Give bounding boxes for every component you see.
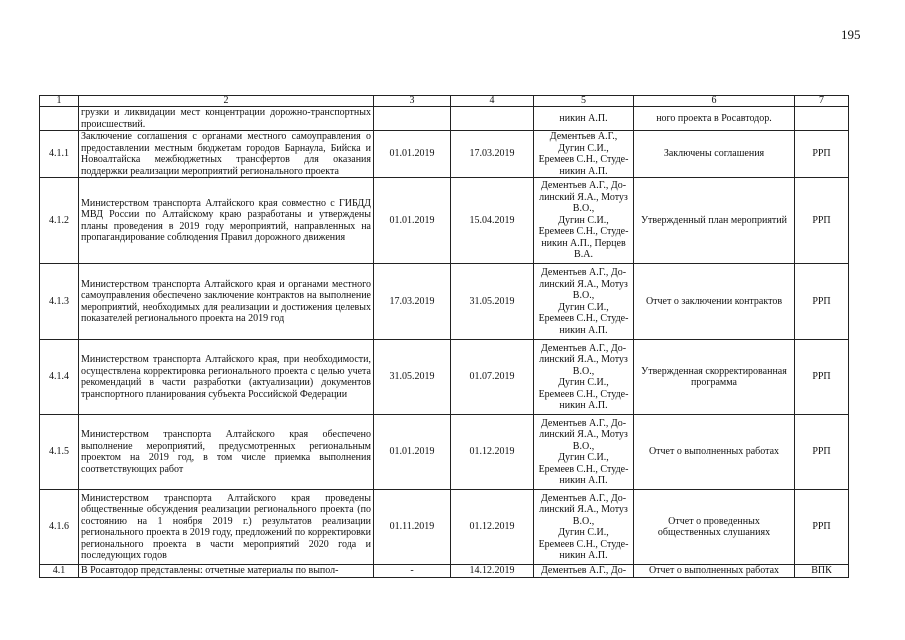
responsible-line: Дугин С.И.,: [558, 527, 609, 538]
responsible-persons: [534, 415, 634, 490]
event-description: В Росавтодор представлены: отчетные материалы по выпол-: [79, 565, 374, 578]
responsible-line: В.А.: [574, 249, 593, 261]
end-date: 01.12.2019: [451, 415, 534, 490]
responsible-line: Еремеев С.Н., Студе-: [538, 388, 629, 400]
result-document: Утвержденный план мероприятий: [634, 178, 795, 264]
start-date: [374, 107, 451, 131]
row-number: 4.1.5: [40, 415, 79, 490]
table-row: [40, 565, 849, 578]
responsible-persons: [534, 264, 634, 340]
responsible-line: Еремеев С.Н., Студе-: [538, 313, 629, 324]
end-date: 14.12.2019: [451, 565, 534, 578]
row-number: [40, 107, 79, 131]
event-description: Министерством транспорта Алтайского края обеспечено выполнение мероприятий, предусмотренных региональным проектом на 2019 год, в том числе приемка выполнения соответствующих работ: [79, 415, 374, 490]
table-row: [40, 415, 849, 490]
end-date: 15.04.2019: [451, 178, 534, 264]
end-date: 01.07.2019: [451, 340, 534, 415]
end-date: 01.12.2019: [451, 490, 534, 565]
responsible-line: Еремеев С.Н., Студе-: [538, 226, 629, 238]
start-date: 01.01.2019: [374, 415, 451, 490]
column-header: 1: [40, 96, 79, 107]
document-type: РРП: [795, 415, 849, 490]
row-number: 4.1.6: [40, 490, 79, 565]
responsible-line: В.О.,: [572, 515, 595, 527]
responsible-line: Дугин С.И.,: [558, 452, 609, 463]
column-header: 6: [634, 96, 795, 107]
column-header: 3: [374, 96, 451, 107]
responsible-line: никин А.П.: [559, 165, 608, 177]
end-date: 17.03.2019: [451, 131, 534, 178]
page-number: 195: [841, 27, 861, 42]
document-type: РРП: [795, 490, 849, 565]
event-description: Заключение соглашения с органами местного самоуправления о предоставлении местным бюджетам городов Барнаула, Бийска и Новоалтайска межбюджетных трансфертов для оказания поддержки реализации мероприятий регионального проекта: [79, 131, 374, 178]
table-row: [40, 490, 849, 565]
row-number: 4.1.1: [40, 131, 79, 178]
result-document: Отчет о выполненных работах: [634, 415, 795, 490]
table-row: [40, 264, 849, 340]
responsible-persons: [534, 107, 634, 131]
responsible-line: линский Я.А., Мотуз: [539, 504, 628, 515]
responsible-persons: [534, 565, 634, 578]
end-date: 31.05.2019: [451, 264, 534, 340]
start-date: 01.11.2019: [374, 490, 451, 565]
row-number: 4.1.4: [40, 340, 79, 415]
responsible-line: никин А.П., Перцев: [541, 237, 626, 249]
table-row: [40, 340, 849, 415]
row-number: 4.1.2: [40, 178, 79, 264]
start-date: -: [374, 565, 451, 578]
responsible-line: Дементьев А.Г., До-: [540, 565, 627, 576]
responsible-line: линский Я.А., Мотуз: [539, 354, 628, 365]
event-description: грузки и ликвидации мест концентрации дорожно-транспортных происшествий.: [79, 107, 374, 131]
document-type: РРП: [795, 340, 849, 415]
column-header: 7: [795, 96, 849, 107]
responsible-persons: [534, 340, 634, 415]
start-date: 01.01.2019: [374, 131, 451, 178]
responsible-line: Дугин С.И.,: [558, 214, 609, 226]
responsible-line: никин А.П.: [559, 112, 608, 124]
event-description: Министерством транспорта Алтайского края, при необходимости, осуществлена корректировка регионального проекта с целью учета рекомендаций в части разработки (актуализации) документов транспортного планирования субъекта Российской Федерации: [79, 340, 374, 415]
result-document: Утвержденная скорректированная программа: [634, 340, 795, 415]
result-document: Отчет о заключении контрактов: [634, 264, 795, 340]
column-header: 4: [451, 96, 534, 107]
table-row: [40, 107, 849, 131]
result-document: Отчет о выполненных работах: [634, 565, 795, 578]
responsible-persons: [534, 178, 634, 264]
responsible-line: линский Я.А., Мотуз: [539, 429, 628, 440]
responsible-line: линский Я.А., Мотуз: [539, 191, 628, 203]
responsible-line: Дугин С.И.,: [558, 142, 609, 154]
responsible-line: В.О.,: [572, 365, 595, 377]
document-type: РРП: [795, 131, 849, 178]
document-type: [795, 107, 849, 131]
responsible-line: Дементьев А.Г., До-: [540, 267, 627, 278]
responsible-line: В.О.,: [572, 203, 595, 215]
responsible-line: Еремеев С.Н., Студе-: [538, 538, 629, 550]
table-row: [40, 131, 849, 178]
responsible-line: Дементьев А.Г., До-: [540, 417, 627, 429]
table-row: [40, 178, 849, 264]
event-description: Министерством транспорта Алтайского края и органами местного самоуправления обеспечено заключение контрактов на выполнение мероприятий, необходимых для реализации и достижения целевых показателей регионального проекта на 2019 год: [79, 264, 374, 340]
column-header: 2: [79, 96, 374, 107]
result-document: ного проекта в Росавтодор.: [634, 107, 795, 131]
event-description: Министерством транспорта Алтайского края совместно с ГИБДД МВД России по Алтайскому краю разработаны и утверждены планы проведения в 2019 году мероприятий, направленных на пропагандирование соблюдения Правил дорожного движения: [79, 178, 374, 264]
plan-table: [39, 95, 849, 578]
responsible-persons: [534, 490, 634, 565]
responsible-line: Еремеев С.Н., Студе-: [538, 463, 629, 475]
responsible-line: В.О.,: [572, 290, 595, 301]
responsible-line: Еремеев С.Н., Студе-: [538, 154, 629, 165]
responsible-line: Дементьев А.Г., До-: [540, 492, 627, 504]
responsible-line: никин А.П.: [559, 475, 608, 486]
result-document: Отчет о проведенных общественных слушаниях: [634, 490, 795, 565]
end-date: [451, 107, 534, 131]
responsible-line: никин А.П.: [559, 400, 608, 411]
start-date: 17.03.2019: [374, 264, 451, 340]
responsible-persons: [534, 131, 634, 178]
document-type: РРП: [795, 178, 849, 264]
column-header: 5: [534, 96, 634, 107]
row-number: 4.1: [40, 565, 79, 578]
event-description: Министерством транспорта Алтайского края проведены общественные обсуждения реализации регионального проекта (по состоянию на 1 ноября 2019 г.) результатов реализации регионального проекта в 2019 году, предложений по корректировки регионального проекта в части мероприятий 2020 года и последующих годов: [79, 490, 374, 565]
row-number: 4.1.3: [40, 264, 79, 340]
start-date: 01.01.2019: [374, 178, 451, 264]
responsible-line: Дугин С.И.,: [558, 301, 609, 313]
responsible-line: Дугин С.И.,: [558, 377, 609, 388]
responsible-line: Дементьев А.Г.,: [549, 131, 618, 142]
responsible-line: линский Я.А., Мотуз: [539, 278, 628, 290]
start-date: 31.05.2019: [374, 340, 451, 415]
result-document: Заключены соглашения: [634, 131, 795, 178]
responsible-line: В.О.,: [572, 440, 595, 452]
responsible-line: никин А.П.: [559, 550, 608, 561]
responsible-line: Дементьев А.Г., До-: [540, 180, 627, 192]
document-type: РРП: [795, 264, 849, 340]
table-header-row: [40, 96, 849, 107]
responsible-line: никин А.П.: [559, 324, 608, 336]
document-type: ВПК: [795, 565, 849, 578]
responsible-line: Дементьев А.Г., До-: [540, 342, 627, 354]
